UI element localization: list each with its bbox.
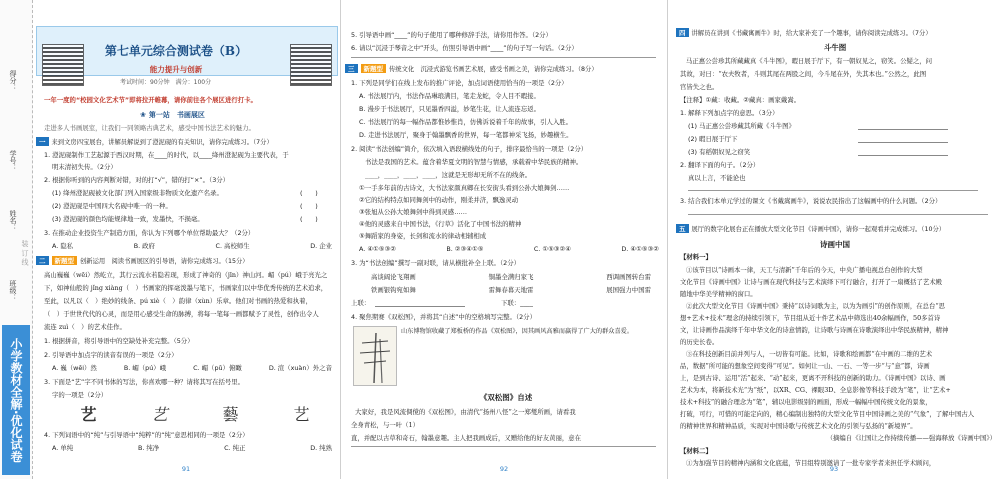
m1-p9: 品，数据”所可能的想象空间变得“可见”。如何让一山、一石、一等一步“与“意”都，诗画 bbox=[680, 362, 930, 370]
story-3: 官皆失之也。 bbox=[680, 83, 719, 91]
option-a[interactable]: A. 隐私 bbox=[52, 242, 74, 250]
story-title: 斗牛图 bbox=[823, 43, 847, 52]
s1a: (1) 马正惠公尝珍藏其所藏《斗牛图》 bbox=[688, 122, 795, 130]
q2-4-options bbox=[52, 443, 332, 455]
option-c[interactable]: C. 高校师生 bbox=[215, 242, 250, 250]
score-label: 得分： bbox=[9, 70, 17, 91]
q1-1: 1. 澄泥砚制作工艺起源于西汉时期，在____的时代，以____绛州澄泥砚为主要代表，于 bbox=[44, 151, 289, 159]
option-b[interactable]: B. 政府 bbox=[133, 242, 155, 250]
s1b: (2) 暇日展于厅下 bbox=[688, 135, 738, 143]
down-line-label: 下联：____ bbox=[501, 299, 533, 307]
bracket: ( ) bbox=[300, 202, 318, 210]
answer-line[interactable] bbox=[858, 155, 948, 156]
q2-6: 6. 请以“沉浸于琴音之中”开头，仿照引导语中画“____”的句子写一句话。（2分） bbox=[351, 44, 578, 52]
answer-line[interactable] bbox=[858, 142, 948, 143]
q2-3b: 字的一项是（2分） bbox=[52, 391, 108, 399]
q3-heading: 三 新题型 传统文化 沉浸式游览书画艺术展，感受书画之美，请你完成练习。（8分） bbox=[345, 64, 598, 73]
m1-p1: ①该节目以“诗画本一律，天工与清新”千年后的今天，中央广播电视总台创作的大型 bbox=[686, 266, 923, 274]
q1-3-options bbox=[52, 241, 332, 253]
q2-passage-3: 至此，以凡以（ ）绝妙的线条、pú xiè（ ）韵律（xùn）乐章。他们对书画的热爱和执着， bbox=[44, 297, 312, 305]
q2-passage-5: 流连 zuì（ ）的艺术佳作。 bbox=[44, 323, 126, 331]
page-91 bbox=[0, 0, 340, 479]
q2-heading: 二 新题型 创新运用 阅读书画展区的引导语，请你完成练习。（15分） bbox=[36, 256, 249, 265]
m1-p14: 的精神世界和精神品质，实现对中国诗歌与传统艺术文化的引领与弘扬的“新境界”。 bbox=[680, 422, 917, 430]
page-93 bbox=[668, 0, 1000, 479]
s1: 1. 解释下列加点字的意思。（3分） bbox=[680, 109, 779, 117]
material-2-label: 【材料二】 bbox=[680, 447, 712, 455]
m1-p3: 随地中华美学精神的窗口。 bbox=[680, 290, 757, 298]
q3-2-o5: ⑤舞蹈家的身姿，长剑和流水的律动相辅相成 bbox=[359, 232, 487, 240]
page-92 bbox=[341, 0, 667, 479]
self-text-1: 大家好，我是风流倜傥的《双松图》，由清代“扬州八怪”之一郑燮所画，请看我 bbox=[355, 408, 576, 416]
page-number: 91 bbox=[181, 465, 191, 473]
option-d[interactable]: D. 企业 bbox=[310, 242, 332, 250]
q2-passage-1: 高山巍巍（wēi）然屹立，其行云流水若隐若现，形成了神奇的（jīn）神山河。嵋（pú）峨于亮光之 bbox=[44, 271, 328, 279]
q1-2c: (3) 澄泥砚的颜色均能规律地一致，发墨快，不损毫。 bbox=[52, 215, 204, 223]
q2-1: 1. 根据拼音，将引导语中的空缺处补充完整。（5分） bbox=[44, 337, 194, 345]
q6-heading: 五 展厅的数字化展台正在播放大型文化节目《诗画中国》，请你一起观看并完成练习。（10分） bbox=[676, 224, 945, 233]
q3-2-para2: ____，____，____，____，这就是无形却无所不在的线条。 bbox=[365, 171, 532, 179]
option-d[interactable]: D. ④①⑤③② bbox=[621, 245, 659, 253]
self-text-2: 全身青松，与一叶（1） bbox=[351, 421, 419, 429]
answer-line[interactable] bbox=[351, 57, 656, 58]
calligraphy-c[interactable]: 藝 bbox=[222, 405, 239, 424]
m1-p5: 想+艺术+技术”理念的持续引领下，节目组从近十件艺术品中筛选出40余幅画作，50多首诗 bbox=[680, 314, 941, 322]
option-b[interactable]: B. ②③④①⑤ bbox=[446, 245, 484, 253]
station-heading: ❀ 第一站 书画展区 bbox=[140, 111, 205, 119]
q3-3: 3. 为“书法创编”撰写一副对联，请从横批补全上联。（2分） bbox=[351, 259, 520, 267]
q2-5: 5. 引导语中画“____”的句子使用了哪种修辞手法，请你用作答。（2分） bbox=[351, 31, 552, 39]
number-label: 学号： bbox=[9, 150, 17, 171]
q2-passage-4: （ ）于世世代代的心灵，而是用心感受生命的脉搏，将每一笔每一画都赋予了灵性，创作出令人 bbox=[44, 310, 319, 318]
answer-line[interactable] bbox=[858, 129, 948, 130]
m1-p6: 文，让诗画作品演绎千年中华文化的诗意情韵，让诗歌与诗画在诗歌演绎出中华民族精神，精神 bbox=[680, 326, 949, 334]
q1-3: 3. 在推动企业投资生产制造方面，你认为下列哪个单位帮助最大？（2分） bbox=[44, 229, 255, 237]
q1-2: 2. 根据你听到的内容判断对错，对的打“√”，错的打“×”。（3分） bbox=[44, 176, 230, 184]
q3-1d[interactable]: D. 走进书法展厅，聚身于翰墨飘香的世界，每一笔都神采飞扬，妙趣横生。 bbox=[359, 131, 573, 139]
option-c[interactable]: C. 纯正 bbox=[224, 444, 246, 452]
s3: 3. 结合我们本单元学过的课文《书戴嵩画牛》，说说农民指出了这幅画中的什么问题。（2分） bbox=[680, 197, 942, 205]
q2-4: 4. 下列词语中的“纯”与引导语中“纯粹”的“纯”意思相同的一项是（2分） bbox=[44, 431, 249, 439]
bracket: ( ) bbox=[300, 189, 318, 197]
q3-1b[interactable]: B. 漫步于书法展厅，只见墨香四溢，妙笔生花，让人流连忘返。 bbox=[359, 105, 540, 113]
painting-caption: 山东博物馆收藏了郑板桥的作品《双松图》，因其画风高雅而赢得了广大的群众喜爱。 bbox=[401, 328, 634, 335]
answer-line[interactable] bbox=[351, 446, 656, 447]
calligraphy-d[interactable]: 艺 bbox=[293, 405, 310, 424]
story-1: 马正惠公尝珍其所藏藏真《斗牛图》，暇日展于厅下，有一朝奴见之，窃笑。公疑之，问 bbox=[686, 57, 933, 65]
s1c: (3) 有稻朝奴见之窃笑 bbox=[688, 148, 751, 156]
q3-2-options bbox=[359, 244, 659, 256]
q3-2: 2. 阅读“书法创编”简介，依次填入语段横线处的句子，排序最恰当的一项是（2分） bbox=[351, 145, 588, 153]
m1-p10: 上，是到古诗、运用“活”起来、“动”起来，更离不开科技的创新的助力。《诗画中国》以诗、画 bbox=[680, 374, 946, 382]
brand-banner: 小学教材全解·优化试卷 bbox=[2, 325, 30, 475]
couplet-words-row2: 铁画银钩宛如舞 雷舞春暮天地雷 展国强力中国雷 bbox=[371, 286, 651, 294]
s2a: 真以上言，不能论也 bbox=[688, 174, 746, 182]
m1-source: （摘编自《让国让之作持续传播——强海释放《诗画中国》） bbox=[826, 434, 996, 442]
m1-p13: 打破，可行，可惜的可能定向的，精心编制出独特的大型文化节目中国诗画之美的“气象”，了解中国古人 bbox=[680, 410, 975, 418]
intro-line: 一年一度的“校园文化艺术节”即将拉开帷幕，请你前往各个展区进行打卡。 bbox=[44, 96, 257, 104]
option-b[interactable]: B. 嵋（pú）峨 bbox=[123, 364, 167, 372]
test-meta: 考试时间：90分钟 满分：100分 bbox=[120, 79, 212, 86]
star-icon: ❀ bbox=[140, 111, 146, 119]
page-number: 93 bbox=[829, 465, 839, 473]
q3-2-o2: ②它的结构特点如同舞剑中的动作，刚柔并济，飘逸灵动 bbox=[359, 196, 519, 204]
q2-3: 3. 下面是“艺”字不同书体的写法，你喜欢哪一种？请将其写在括号里。 bbox=[44, 378, 245, 386]
option-b[interactable]: B. 纯净 bbox=[137, 444, 160, 452]
answer-line[interactable] bbox=[688, 190, 978, 191]
self-title: 《双松图》自述 bbox=[479, 393, 533, 402]
option-d[interactable]: D. 纯熟 bbox=[310, 444, 332, 452]
option-a[interactable]: A. ④①⑤③② bbox=[359, 245, 396, 253]
couplet-words-row1: 高谈阔论飞翔画 铜墨全满归家飞 西调画图转台雷 bbox=[371, 273, 651, 281]
answer-line[interactable] bbox=[688, 214, 988, 215]
m1-p4: ②此次大型文化节目《诗画中国》秉持“以诗词歌为主，以为为画引”的创作原则，在总台“思 bbox=[686, 302, 946, 310]
material-1-label: 【材料一】 bbox=[680, 253, 712, 261]
m1-p11: 艺术为本，将新技术光“为“纸”，以XR、CG、裸眼3D、全息影像等科技手段为“笔”，让“艺术+ bbox=[680, 386, 951, 394]
test-subtitle: 能力提升与创新 bbox=[149, 65, 203, 74]
q1-2a: (1) 绛州澄泥砚被文化部门列入国家级非物质文化遗产名录。 bbox=[52, 189, 223, 197]
option-c[interactable]: C. 嵋（pǔ）俯瞰 bbox=[193, 364, 242, 372]
q1-heading: 一 来到文房四宝展台，讲解员解说到了澄泥砚的有关知识，请你完成练习。（7分） bbox=[36, 137, 273, 146]
s2: 2. 翻译下面的句子。（2分） bbox=[680, 161, 760, 169]
poem-title: 诗画中国 bbox=[820, 240, 850, 249]
q2-2: 2. 引导语中加点字的读音有误的一项是（2分） bbox=[44, 351, 178, 359]
story-2: 其故，对曰：“农夫牧者，斗则其尾在两股之间，今斗尾在外，失其本也。”公然之，此图 bbox=[680, 70, 927, 78]
q3-1: 1. 下列是同学们在线上发布的推广评论，加点词语使用恰当的一项是（2分） bbox=[351, 79, 568, 87]
up-line-label: 上联： bbox=[351, 299, 371, 307]
q3-4: 4. 聚焦期赛《双松图》，并将其“自述”中的空格填写完整。（2分） bbox=[351, 313, 536, 321]
q1-2b: (2) 澄泥砚是中国四大名砚中唯一的一种。 bbox=[52, 202, 172, 210]
option-a[interactable]: A. 单纯 bbox=[52, 444, 74, 452]
binding-strip bbox=[0, 0, 33, 479]
qr-code-left-icon bbox=[42, 44, 84, 86]
up-line-input[interactable] bbox=[375, 306, 465, 307]
q3-2-para: 书法是我国的艺术。蕴含着华夏文明的智慧与情感，承载着中华民族的精神。 bbox=[365, 158, 583, 166]
qr-code-right-icon bbox=[290, 44, 332, 86]
binding-line-label: 装 订 线 bbox=[21, 240, 29, 266]
q3-2-o4: ④他的灵感来自中国书法，《行草》活化了中国书法的精神 bbox=[359, 220, 522, 228]
page-number: 92 bbox=[499, 465, 509, 473]
option-c[interactable]: C. ①⑤③②④ bbox=[533, 245, 571, 253]
painting-image bbox=[353, 326, 397, 386]
q5-heading: 四 讲解员在讲到《书藏寓画牛》时，给大家补充了一个趣事，请你阅读完成练习。（7分） bbox=[676, 28, 932, 37]
bracket: ( ) bbox=[300, 215, 318, 223]
option-d[interactable]: D. 渲（xuàn）外之音 bbox=[268, 364, 332, 372]
test-title: 第七单元综合测试卷（B） bbox=[104, 44, 248, 58]
calligraphy-b[interactable]: 艺 bbox=[151, 405, 168, 424]
calligraphy-a[interactable]: 艺 bbox=[80, 405, 97, 424]
class-label: 班级： bbox=[9, 280, 17, 301]
name-label: 姓名： bbox=[9, 210, 17, 231]
q3-1c[interactable]: C. 书法展厅的每一幅作品都惟妙惟肖，仿佛诉说着千年的故事，引人入胜。 bbox=[359, 118, 573, 126]
story-note: 【注释】①藏：收藏。②藏真：画家戴嵩。 bbox=[680, 96, 801, 104]
m1-p12: 技术+科技”的融合理念为“笔”，辅以电影级别的画面，形成一幅幅中国传统文化的景象， bbox=[680, 398, 932, 406]
q3-2-o1: ①一手多年前的古诗文，大书法家颜真卿在长安街头看到公孙大娘舞剑…… bbox=[359, 184, 570, 192]
m1-p8: ③在科技创新目前并列与人，一切皆有可能。比如，诗歌和绘画都“在中画的二维的艺术 bbox=[686, 350, 933, 358]
pine-tree-icon bbox=[354, 327, 396, 385]
q2-passage-2: 下，如神仙般的 jǐng xiàng（ ）书画家的挥毫泼墨与笔下，书画家们以中华优秀传统的艺术追求， bbox=[44, 284, 328, 292]
m1-p7: 的历史长卷。 bbox=[680, 338, 719, 346]
station-intro: 走进多人书画展室，让我们一同领略古典艺术，感受中国书法艺术的魅力。 bbox=[44, 124, 255, 132]
option-a[interactable]: A. 巍（wēi）然 bbox=[52, 364, 97, 372]
q3-2-o3: ③张旭从公孙大娘舞剑中得到灵感…… bbox=[359, 208, 467, 216]
q2-2-options bbox=[52, 363, 332, 375]
q3-1a[interactable]: A. 书法展厅内，书法作品琳琅满目，笔走龙蛇，令人目不暇接。 bbox=[359, 92, 540, 100]
m1-p2: 文化节目《诗画中国》让诗与画在现代科技与艺术演绎下可行融合，打开了一扇概括了艺术殿 bbox=[680, 278, 943, 286]
q1-1b: 明末清初失传。（2分） bbox=[52, 163, 117, 171]
m2-p1: ①为加强节目的精神内涵和文化底蕴，节目组特别邀请了一批专家学者来担任学术顾问， bbox=[686, 459, 936, 467]
self-text-3: 直，并配以古草和奇石，翰墨意趣。主人把我画成后，又赠给他的好友黄丽，意在 bbox=[351, 434, 582, 442]
calligraphy-samples bbox=[60, 402, 330, 425]
